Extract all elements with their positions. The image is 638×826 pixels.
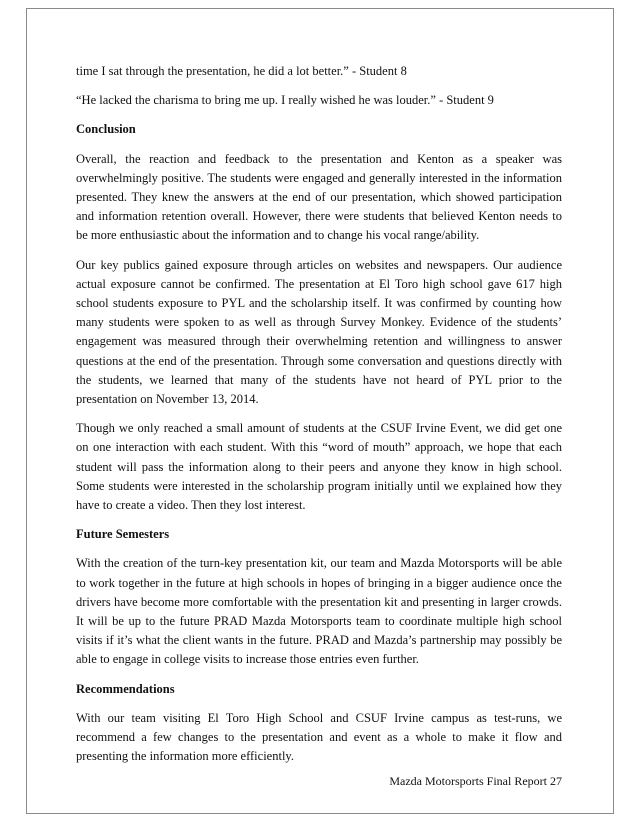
recommendations-heading: Recommendations xyxy=(76,681,175,696)
future-semesters-heading: Future Semesters xyxy=(76,527,170,542)
page-footer: Mazda Motorsports Final Report 27 xyxy=(389,774,562,788)
conclusion-paragraph-2: Our key publics gained exposure through articles on websites and newspapers. Our audience actual exposure cannot be confirmed. The presentation at El Toro high school gave 617 high school students exposure to PYL and the scholarship itself. It was confirmed by counting how many students were spoken to as well as through Survey Monkey. Evidence of the students’ engagement was measured through their overwhelming retention and willingness to answer questions at the end of the presentation. Through some conversation and questions directly with the students, we learned that many of the students have not heard of PYL prior to the presentation on November 13, 2014. xyxy=(76,257,562,407)
quote-student-8: time I sat through the presentation, he did a lot better.” - Student 8 xyxy=(76,64,407,78)
conclusion-paragraph-1: Overall, the reaction and feedback to the presentation and Kenton as a speaker was overwhelmingly positive. The students were engaged and generally interested in the information presented. They knew the answers at the end of our presentation, which showed participation and information retention overall. However, there were students that believed Kenton needs to be more enthusiastic about the information and to change his vocal range/ability. xyxy=(76,151,562,243)
future-semesters-paragraph: With the creation of the turn-key presentation kit, our team and Mazda Motorsports will be able to work together in the future at high schools in hopes of bringing in a bigger audience once the drivers have become more comfortable with the presentation kit and presenting in larger crowds. It will be up to the future PRAD Mazda Motorsports team to coordinate multiple high school visits if it’s what the client wants in the future. PRAD and Mazda’s partnership may possibly be able to engage in college visits to increase those entries even further. xyxy=(76,556,562,667)
conclusion-heading: Conclusion xyxy=(76,122,136,137)
quote-student-9: “He lacked the charisma to bring me up. I really wished he was louder.” - Student 9 xyxy=(76,93,494,108)
document-body xyxy=(76,62,562,777)
conclusion-paragraph-3: Though we only reached a small amount of students at the CSUF Irvine Event, we did get one on one interaction with each student. With this “word of mouth” approach, we hope that each student will pass the information along to their peers and anyone they know in high school. Some students were interested in the scholarship program initially until we explained how they have to create a video. Then they lost interest. xyxy=(76,421,562,513)
recommendations-paragraph: With our team visiting El Toro High School and CSUF Irvine campus as test-runs, we recommend a few changes to the presentation and event as a whole to make it flow and presenting the information more efficiently. xyxy=(76,710,562,764)
